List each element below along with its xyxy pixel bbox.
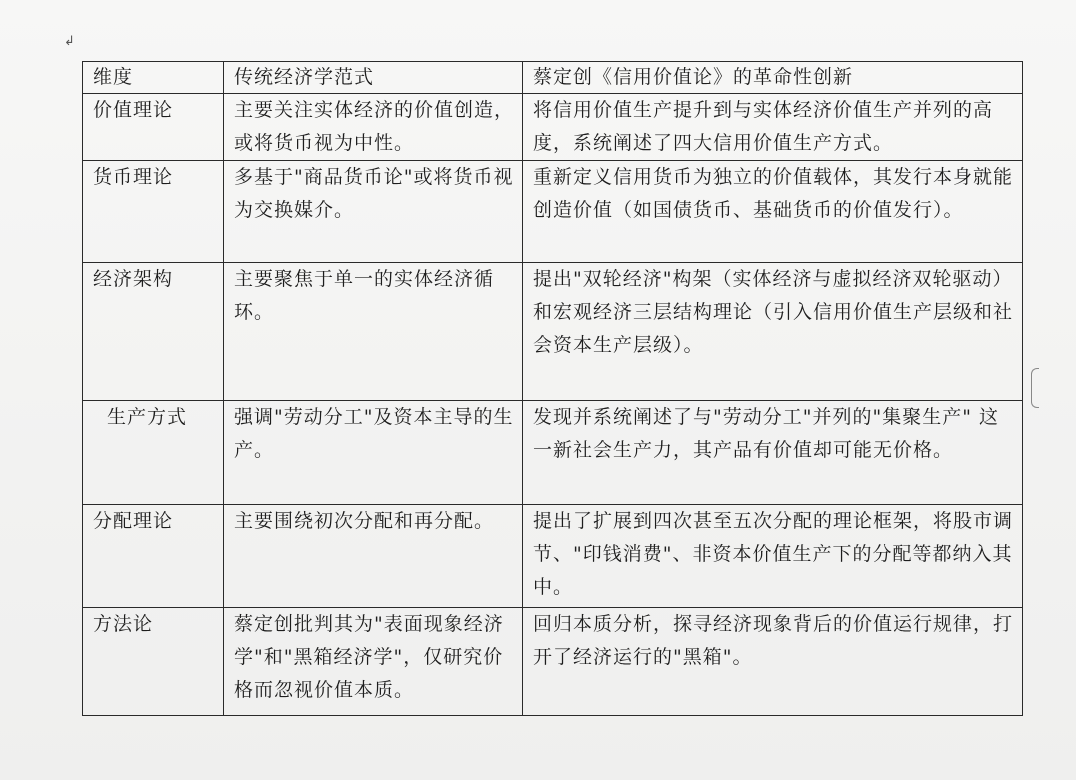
- cell-innovation: 发现并系统阐述了与"劳动分工"并列的"集聚生产" 这一新社会生产力，其产品有价值却可能无价格。: [523, 401, 1023, 505]
- header-innovation: 蔡定创《信用价值论》的革命性创新: [523, 62, 1023, 94]
- table-row: [83, 608, 1023, 716]
- side-bracket-icon: [1031, 368, 1039, 408]
- cell-dimension: 生产方式: [83, 401, 224, 505]
- header-dimension: 维度: [83, 62, 224, 94]
- header-traditional: 传统经济学范式: [224, 62, 523, 94]
- paragraph-mark-icon: ↲: [64, 34, 75, 49]
- cell-dimension: 方法论: [83, 608, 224, 716]
- comparison-table: [82, 61, 1023, 716]
- cell-dimension: 价值理论: [83, 94, 224, 161]
- cell-innovation: 回归本质分析，探寻经济现象背后的价值运行规律，打开了经济运行的"黑箱"。: [523, 608, 1023, 716]
- table-row: [83, 401, 1023, 505]
- cell-traditional: 强调"劳动分工"及资本主导的生产。: [224, 401, 523, 505]
- cell-traditional: 主要聚焦于单一的实体经济循环。: [224, 263, 523, 401]
- table-row: [83, 94, 1023, 161]
- table-row: [83, 263, 1023, 401]
- table-header-row: [83, 62, 1023, 94]
- cell-dimension: 分配理论: [83, 505, 224, 608]
- cell-traditional: 主要围绕初次分配和再分配。: [224, 505, 523, 608]
- table-row: [83, 505, 1023, 608]
- cell-innovation: 将信用价值生产提升到与实体经济价值生产并列的高度，系统阐述了四大信用价值生产方式。: [523, 94, 1023, 161]
- cell-innovation: 提出"双轮经济"构架（实体经济与虚拟经济双轮驱动）和宏观经济三层结构理论（引入信用价值生产层级和社会资本生产层级）。: [523, 263, 1023, 401]
- cell-traditional: 蔡定创批判其为"表面现象经济学"和"黑箱经济学"，仅研究价格而忽视价值本质。: [224, 608, 523, 716]
- cell-dimension: 货币理论: [83, 161, 224, 263]
- cell-dimension: 经济架构: [83, 263, 224, 401]
- cell-innovation: 重新定义信用货币为独立的价值载体，其发行本身就能创造价值（如国债货币、基础货币的价值发行）。: [523, 161, 1023, 263]
- cell-innovation: 提出了扩展到四次甚至五次分配的理论框架，将股市调节、"印钱消费"、非资本价值生产下的分配等都纳入其中。: [523, 505, 1023, 608]
- cell-traditional: 主要关注实体经济的价值创造，或将货币视为中性。: [224, 94, 523, 161]
- cell-traditional: 多基于"商品货币论"或将货币视为交换媒介。: [224, 161, 523, 263]
- table-row: [83, 161, 1023, 263]
